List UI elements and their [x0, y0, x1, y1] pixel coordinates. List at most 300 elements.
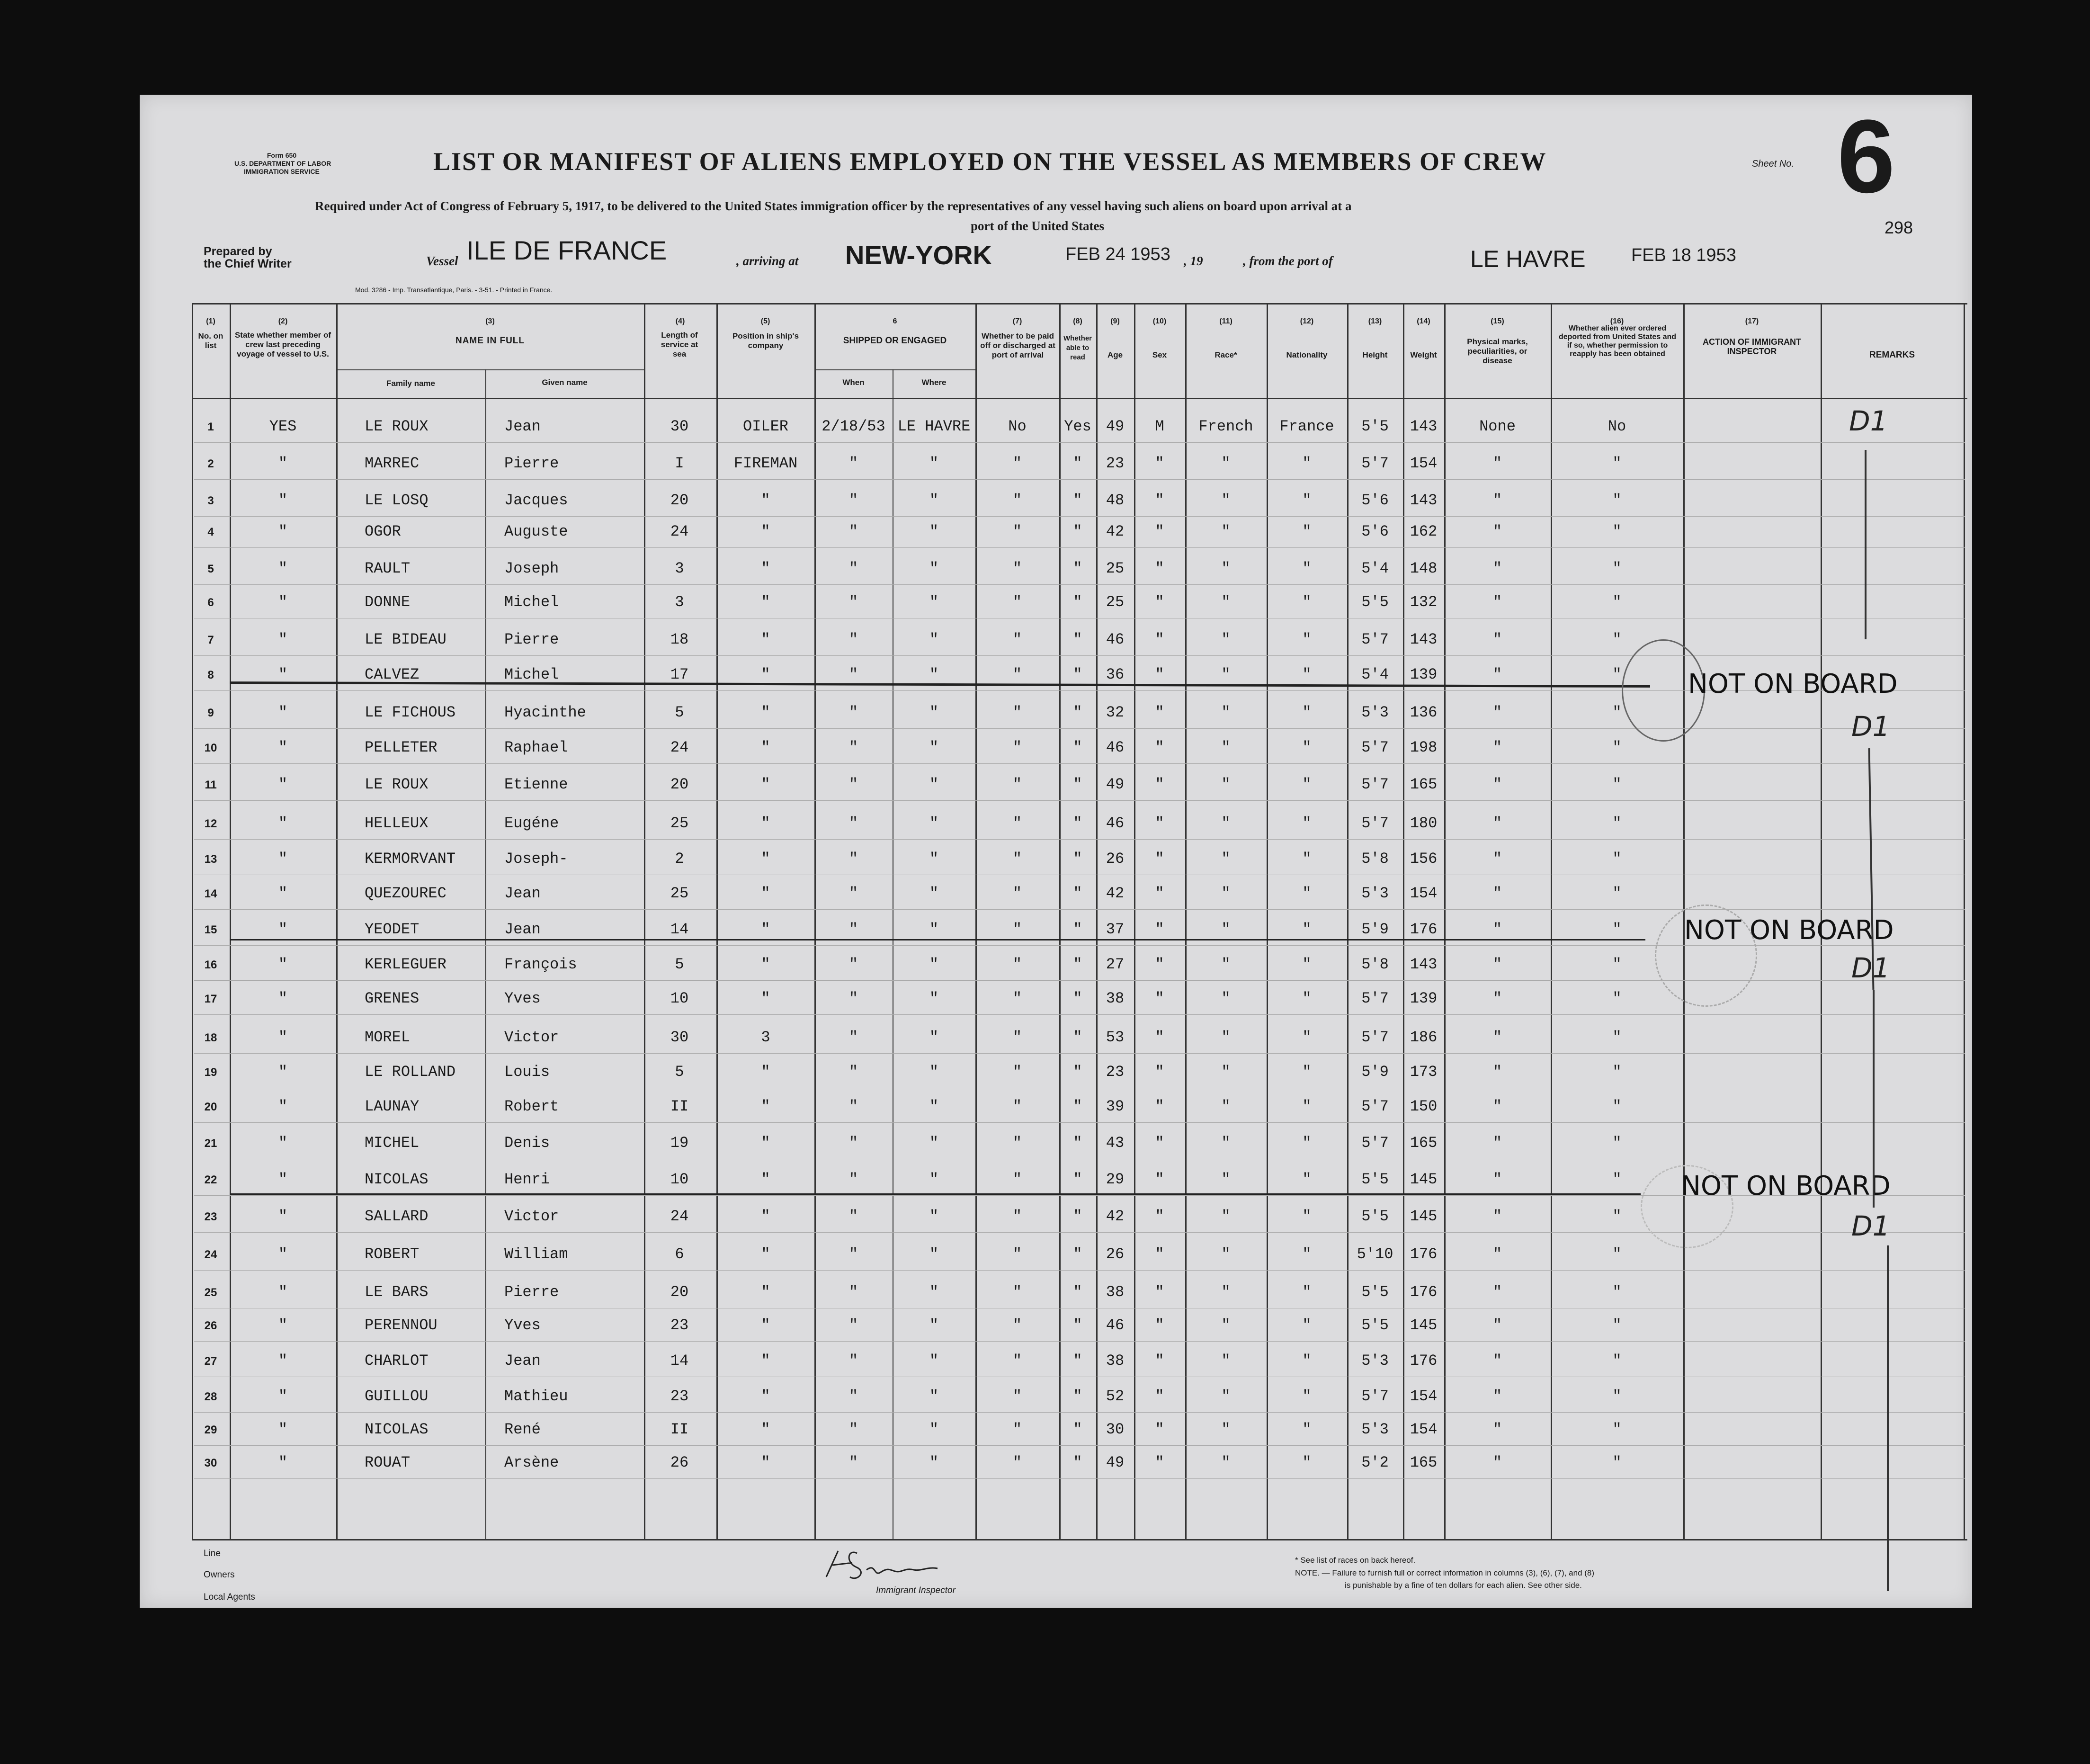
paid-off-value: "	[1012, 956, 1022, 973]
departure-port: LE HAVRE	[1470, 246, 1586, 272]
family-name-value: GRENES	[365, 990, 420, 1007]
height-value: 5'10	[1357, 1245, 1393, 1263]
able-to-read-value: "	[1073, 1208, 1082, 1225]
position-value: "	[761, 885, 770, 902]
race-value: "	[1221, 523, 1231, 540]
header-physical-marks: Physical marks, peculiarities, or disease	[1467, 337, 1528, 365]
family-name-value: MARREC	[365, 455, 420, 472]
family-name-value: NICOLAS	[365, 1171, 429, 1188]
family-name-value: KERMORVANT	[365, 850, 456, 868]
race-value: "	[1221, 815, 1231, 832]
deported-value: "	[1612, 492, 1622, 509]
physical-marks-value: "	[1492, 1098, 1502, 1115]
races-note: * See list of races on back hereof.	[1295, 1556, 1416, 1565]
race-value: "	[1221, 956, 1231, 973]
race-value: "	[1221, 739, 1231, 756]
race-value: "	[1221, 850, 1231, 868]
weight-value: 154	[1410, 455, 1438, 472]
height-value: 5'3	[1361, 704, 1389, 721]
given-name-value: Pierre	[504, 455, 559, 472]
weight-value: 143	[1410, 631, 1438, 648]
given-name-value: Henri	[504, 1171, 550, 1188]
deported-value: "	[1612, 523, 1622, 540]
departure-date: FEB 18 1953	[1631, 245, 1736, 265]
deported-value: "	[1612, 631, 1622, 648]
position-value: "	[761, 492, 770, 509]
deported-value: "	[1612, 885, 1622, 902]
nationality-value: "	[1302, 1352, 1312, 1370]
race-value: "	[1221, 885, 1231, 902]
family-name-value: MOREL	[365, 1029, 411, 1046]
arrival-date: FEB 24 1953	[1065, 244, 1170, 264]
position-value: "	[761, 921, 770, 938]
paid-off-value: "	[1012, 850, 1022, 868]
family-name-value: QUEZOUREC	[365, 885, 447, 902]
row-number: 30	[204, 1457, 217, 1469]
race-value: "	[1221, 1063, 1231, 1081]
sex-value: "	[1155, 1283, 1164, 1301]
col-number: (10)	[1152, 317, 1167, 325]
printer-line: Mod. 3286 - Imp. Transatlantique, Paris. - 3-51. - Printed in France.	[355, 286, 553, 294]
sex-value: "	[1155, 776, 1164, 793]
physical-marks-value: "	[1492, 1421, 1502, 1438]
given-name-value: Michel	[504, 666, 559, 683]
position-value: "	[761, 631, 770, 648]
height-value: 5'5	[1361, 1316, 1389, 1334]
weight-value: 165	[1410, 1454, 1438, 1471]
service-length-value: 23	[670, 1316, 689, 1334]
given-name-value: Jean	[504, 885, 541, 902]
position-value: "	[761, 1283, 770, 1301]
family-name-value: RAULT	[365, 560, 411, 577]
shipped-where-value: "	[929, 492, 939, 509]
nationality-value: "	[1302, 523, 1312, 540]
able-to-read-value: "	[1073, 455, 1082, 472]
shipped-when-value: "	[849, 921, 858, 938]
age-value: 49	[1106, 1454, 1125, 1471]
physical-marks-value: "	[1492, 739, 1502, 756]
shipped-when-value: "	[849, 1063, 858, 1081]
page-reference: 298	[1885, 218, 1913, 237]
previous-voyage-value: "	[278, 1171, 288, 1188]
physical-marks-value: "	[1492, 1171, 1502, 1188]
height-value: 5'5	[1361, 593, 1389, 611]
row-rule	[194, 763, 1965, 764]
physical-marks-value: "	[1492, 455, 1502, 472]
shipped-where-value: "	[929, 560, 939, 577]
service-length-value: 5	[675, 956, 684, 973]
family-name-value: PERENNOU	[365, 1316, 438, 1334]
shipped-where-value: "	[929, 1421, 939, 1438]
sex-value: "	[1155, 1245, 1164, 1263]
service-length-value: 25	[670, 885, 689, 902]
family-name-value: LE BARS	[365, 1283, 429, 1301]
col-border	[1964, 303, 1965, 1539]
row-number: 22	[204, 1173, 217, 1186]
position-value: "	[761, 776, 770, 793]
physical-marks-value: "	[1492, 885, 1502, 902]
given-name-value: Hyacinthe	[504, 704, 586, 721]
page-title: LIST OR MANIFEST OF ALIENS EMPLOYED ON THE VESSEL AS MEMBERS OF CREW	[433, 147, 1547, 176]
col-number: (13)	[1368, 317, 1382, 325]
deported-value: No	[1608, 418, 1626, 435]
physical-marks-value: "	[1492, 1208, 1502, 1225]
physical-marks-value: "	[1492, 631, 1502, 648]
family-name-value: YEODET	[365, 921, 420, 938]
row-rule	[194, 1014, 1965, 1015]
family-name-value: ROBERT	[365, 1245, 420, 1263]
service-length-value: II	[670, 1421, 689, 1438]
family-name-value: CALVEZ	[365, 666, 420, 683]
age-value: 49	[1106, 776, 1125, 793]
service-length-value: 10	[670, 990, 689, 1007]
family-name-value: MICHEL	[365, 1134, 420, 1152]
shipped-where-value: "	[929, 1283, 939, 1301]
service-length-value: 3	[675, 593, 684, 611]
able-to-read-value: "	[1073, 1352, 1082, 1370]
age-value: 23	[1106, 455, 1125, 472]
col-number: (5)	[760, 317, 770, 325]
race-value: French	[1198, 418, 1253, 435]
weight-value: 180	[1410, 815, 1438, 832]
paid-off-value: "	[1012, 776, 1022, 793]
height-value: 5'5	[1361, 418, 1389, 435]
deported-value: "	[1612, 1098, 1622, 1115]
sex-value: "	[1155, 815, 1164, 832]
height-value: 5'7	[1361, 815, 1389, 832]
given-name-value: Yves	[504, 1316, 541, 1334]
family-name-value: KERLEGUER	[365, 956, 447, 973]
age-value: 46	[1106, 631, 1125, 648]
form-number: Form 650	[267, 152, 297, 159]
position-value: "	[761, 1316, 770, 1334]
header-shipped-engaged: SHIPPED OR ENGAGED	[843, 336, 947, 346]
row-number: 21	[204, 1137, 217, 1150]
shipped-where-value: "	[929, 956, 939, 973]
sheet-no-label: Sheet No.	[1752, 159, 1794, 169]
given-name-value: Pierre	[504, 1283, 559, 1301]
row-number: 28	[204, 1390, 217, 1403]
shipped-where-value: "	[929, 1208, 939, 1225]
able-to-read-value: "	[1073, 1171, 1082, 1188]
service-length-value: 24	[670, 1208, 689, 1225]
row-rule	[194, 1412, 1965, 1413]
previous-voyage-value: "	[278, 1352, 288, 1370]
sex-value: M	[1155, 418, 1164, 435]
previous-voyage-value: "	[278, 1316, 288, 1334]
able-to-read-value: "	[1073, 704, 1082, 721]
previous-voyage-value: "	[278, 921, 288, 938]
shipped-when-value: "	[849, 1171, 858, 1188]
race-value: "	[1221, 1134, 1231, 1152]
previous-voyage-value: "	[278, 593, 288, 611]
previous-voyage-value: "	[278, 666, 288, 683]
physical-marks-value: "	[1492, 921, 1502, 938]
paid-off-value: "	[1012, 1134, 1022, 1152]
vessel-name: ILE DE FRANCE	[466, 235, 667, 265]
sex-value: "	[1155, 956, 1164, 973]
service-length-value: 2	[675, 850, 684, 868]
shipped-when-value: "	[849, 990, 858, 1007]
paid-off-value: "	[1012, 990, 1022, 1007]
row-number: 12	[204, 817, 217, 830]
physical-marks-value: "	[1492, 492, 1502, 509]
service-length-value: 14	[670, 921, 689, 938]
fine-note: NOTE. — Failure to furnish full or correct information in columns (3), (6), (7), and (8)	[1295, 1568, 1595, 1577]
sex-value: "	[1155, 1388, 1164, 1405]
previous-voyage-value: "	[278, 1421, 288, 1438]
not-on-board-label: NOT ON BOARD	[1684, 915, 1894, 946]
physical-marks-value: "	[1492, 1283, 1502, 1301]
deported-value: "	[1612, 666, 1622, 683]
deported-value: "	[1612, 1454, 1622, 1471]
previous-voyage-value: "	[278, 1388, 288, 1405]
not-on-board-label: NOT ON BOARD	[1681, 1171, 1891, 1201]
physical-marks-value: "	[1492, 1454, 1502, 1471]
nationality-value: "	[1302, 704, 1312, 721]
race-value: "	[1221, 1029, 1231, 1046]
weight-value: 176	[1410, 1283, 1438, 1301]
service-length-value: 20	[670, 492, 689, 509]
weight-value: 165	[1410, 1134, 1438, 1152]
shipped-when-value: "	[849, 1029, 858, 1046]
previous-voyage-value: "	[278, 776, 288, 793]
physical-marks-value: "	[1492, 956, 1502, 973]
weight-value: 198	[1410, 739, 1438, 756]
position-value: 3	[761, 1029, 770, 1046]
race-value: "	[1221, 1388, 1231, 1405]
height-value: 5'8	[1361, 956, 1389, 973]
able-to-read-value: "	[1073, 593, 1082, 611]
deported-value: "	[1612, 990, 1622, 1007]
service-length-value: 5	[675, 1063, 684, 1081]
position-value: "	[761, 1171, 770, 1188]
row-rule	[194, 800, 1965, 801]
nationality-value: "	[1302, 560, 1312, 577]
position-value: "	[761, 1098, 770, 1115]
paid-off-value: "	[1012, 1208, 1022, 1225]
header-nationality: Nationality	[1286, 350, 1328, 359]
sex-value: "	[1155, 739, 1164, 756]
weight-value: 143	[1410, 956, 1438, 973]
shipped-when-value: "	[849, 1134, 858, 1152]
service-length-value: 24	[670, 523, 689, 540]
sex-value: "	[1155, 850, 1164, 868]
row-number: 6	[207, 596, 214, 609]
col-number: (11)	[1219, 317, 1233, 325]
row-number: 29	[204, 1424, 217, 1436]
weight-value: 154	[1410, 885, 1438, 902]
col-number: (8)	[1073, 317, 1082, 325]
deported-value: "	[1612, 1316, 1622, 1334]
sex-value: "	[1155, 1421, 1164, 1438]
name-subheader-line	[336, 369, 644, 370]
nationality-value: "	[1302, 666, 1312, 683]
position-value: "	[761, 1388, 770, 1405]
required-statement-cont: port of the United States	[971, 219, 1104, 233]
service-length-value: II	[670, 1098, 689, 1115]
nationality-value: "	[1302, 1283, 1312, 1301]
previous-voyage-value: "	[278, 885, 288, 902]
required-statement: Required under Act of Congress of February 5, 1917, to be delivered to the United States immigration officer by the representatives of any vessel having such aliens on board upon arrival at a	[315, 199, 1352, 213]
shipped-when-value: "	[849, 885, 858, 902]
table-top-border	[192, 303, 1967, 304]
physical-marks-value: "	[1492, 1352, 1502, 1370]
previous-voyage-value: YES	[269, 418, 297, 435]
row-number: 18	[204, 1031, 217, 1044]
family-name-value: GUILLOU	[365, 1388, 429, 1405]
paid-off-value: "	[1012, 666, 1022, 683]
physical-marks-value: "	[1492, 1245, 1502, 1263]
row-rule	[194, 584, 1965, 585]
given-name-value: Mathieu	[504, 1388, 568, 1405]
vessel-label: Vessel	[426, 254, 458, 268]
sex-value: "	[1155, 492, 1164, 509]
sex-value: "	[1155, 1063, 1164, 1081]
shipped-where-value: "	[929, 1245, 939, 1263]
strike-line-row-22	[230, 1193, 1641, 1195]
race-value: "	[1221, 1171, 1231, 1188]
age-value: 42	[1106, 1208, 1125, 1225]
row-number: 23	[204, 1210, 217, 1223]
paid-off-value: "	[1012, 1352, 1022, 1370]
height-value: 5'7	[1361, 1098, 1389, 1115]
row-number: 26	[204, 1319, 217, 1332]
age-value: 46	[1106, 815, 1125, 832]
shipped-when-value: "	[849, 666, 858, 683]
previous-voyage-value: "	[278, 1063, 288, 1081]
race-value: "	[1221, 1208, 1231, 1225]
age-value: 23	[1106, 1063, 1125, 1081]
row-rule	[194, 1445, 1965, 1446]
footer-agents-label: Local Agents	[204, 1592, 255, 1602]
nationality-value: "	[1302, 815, 1312, 832]
shipped-where-value: "	[929, 1098, 939, 1115]
nationality-value: "	[1302, 631, 1312, 648]
deported-value: "	[1612, 1134, 1622, 1152]
shipped-when-value: "	[849, 704, 858, 721]
row-number: 1	[207, 421, 214, 433]
shipped-when-value: "	[849, 560, 858, 577]
shipped-when-value: "	[849, 850, 858, 868]
deported-value: "	[1612, 593, 1622, 611]
shipped-when-value: "	[849, 1283, 858, 1301]
given-name-value: Michel	[504, 593, 559, 611]
shipped-where-value: "	[929, 1388, 939, 1405]
age-value: 38	[1106, 1352, 1125, 1370]
sex-value: "	[1155, 1454, 1164, 1471]
service-length-value: 20	[670, 776, 689, 793]
shipped-when-value: "	[849, 776, 858, 793]
shipped-where-value: "	[929, 815, 939, 832]
position-value: "	[761, 560, 770, 577]
service-length-value: 25	[670, 815, 689, 832]
row-rule	[194, 728, 1965, 729]
previous-voyage-value: "	[278, 1454, 288, 1471]
weight-value: 165	[1410, 776, 1438, 793]
deported-value: "	[1612, 1283, 1622, 1301]
header-deported: Whether alien ever ordered deported from United States and if so, whether permission to reapply has been obtained	[1558, 324, 1677, 358]
age-value: 25	[1106, 593, 1125, 611]
shipped-when-value: "	[849, 1352, 858, 1370]
position-value: "	[761, 1063, 770, 1081]
shipped-when-value: "	[849, 1421, 858, 1438]
family-name-value: CHARLOT	[365, 1352, 429, 1370]
shipped-where-value: "	[929, 1454, 939, 1471]
physical-marks-value: "	[1492, 776, 1502, 793]
family-name-value: LAUNAY	[365, 1098, 420, 1115]
nationality-value: "	[1302, 455, 1312, 472]
height-value: 5'5	[1361, 1171, 1389, 1188]
sex-value: "	[1155, 1208, 1164, 1225]
given-name-value: Jacques	[504, 492, 568, 509]
sex-value: "	[1155, 885, 1164, 902]
age-value: 42	[1106, 523, 1125, 540]
height-value: 5'7	[1361, 1134, 1389, 1152]
service-length-value: 20	[670, 1283, 689, 1301]
paid-off-value: "	[1012, 739, 1022, 756]
family-name-value: NICOLAS	[365, 1421, 429, 1438]
given-name-value: François	[504, 956, 577, 973]
sex-value: "	[1155, 666, 1164, 683]
col-number: (16)	[1610, 317, 1624, 325]
race-value: "	[1221, 776, 1231, 793]
shipped-where-value: "	[929, 739, 939, 756]
header-race: Race*	[1215, 350, 1237, 359]
manifest-sheet	[140, 95, 1972, 1608]
physical-marks-value: "	[1492, 1388, 1502, 1405]
row-number: 4	[207, 526, 214, 538]
header-when: When	[842, 378, 865, 387]
row-rule	[194, 839, 1965, 840]
d1-mark: D1	[1851, 1210, 1890, 1242]
deported-value: "	[1612, 739, 1622, 756]
race-value: "	[1221, 593, 1231, 611]
shipped-where-value: "	[929, 631, 939, 648]
col-number: (4)	[675, 317, 685, 325]
row-number: 16	[204, 958, 217, 971]
col-number: (2)	[278, 317, 288, 325]
previous-voyage-value: "	[278, 1208, 288, 1225]
paid-off-value: "	[1012, 492, 1022, 509]
sex-value: "	[1155, 1098, 1164, 1115]
family-name-value: OGOR	[365, 523, 401, 540]
height-value: 5'3	[1361, 885, 1389, 902]
nationality-value: "	[1302, 1134, 1312, 1152]
shipped-when-value: "	[849, 1245, 858, 1263]
header-height: Height	[1362, 350, 1388, 359]
nationality-value: "	[1302, 1063, 1312, 1081]
strike-line-row-15	[230, 939, 1645, 940]
age-value: 27	[1106, 956, 1125, 973]
race-value: "	[1221, 560, 1231, 577]
physical-marks-value: "	[1492, 850, 1502, 868]
weight-value: 136	[1410, 704, 1438, 721]
row-number: 27	[204, 1355, 217, 1368]
nationality-value: "	[1302, 1029, 1312, 1046]
deported-value: "	[1612, 850, 1622, 868]
paid-off-value: "	[1012, 523, 1022, 540]
age-value: 38	[1106, 990, 1125, 1007]
sex-value: "	[1155, 631, 1164, 648]
paid-off-value: "	[1012, 593, 1022, 611]
deported-value: "	[1612, 1063, 1622, 1081]
height-value: 5'7	[1361, 455, 1389, 472]
service-length-value: 24	[670, 739, 689, 756]
given-name-value: Jean	[504, 921, 541, 938]
previous-voyage-value: "	[278, 1245, 288, 1263]
service-name: IMMIGRATION SERVICE	[244, 168, 320, 175]
